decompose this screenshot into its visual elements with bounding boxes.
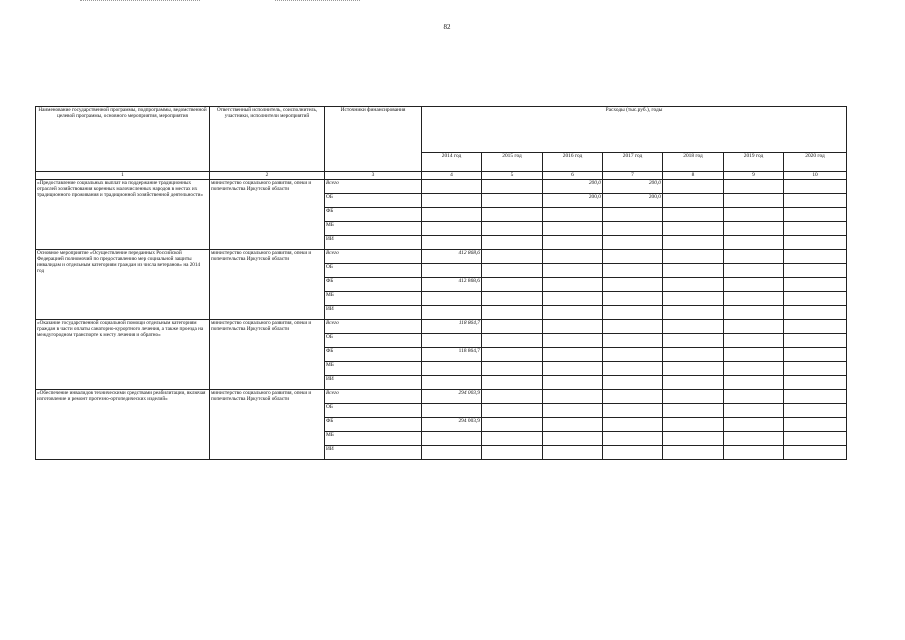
expense-value-cell	[724, 236, 784, 250]
expense-value-cell	[663, 236, 724, 250]
expense-value-cell	[724, 446, 784, 460]
table-row	[36, 180, 847, 194]
expense-value-cell	[663, 208, 724, 222]
expense-value-cell	[603, 250, 663, 264]
expense-value-cell	[422, 306, 482, 320]
funding-source-cell: ОБ	[325, 404, 422, 418]
scan-edge-mark	[275, 0, 360, 4]
expense-value-cell	[482, 376, 543, 390]
expense-value-cell	[663, 376, 724, 390]
table-row	[36, 390, 847, 404]
expense-value-cell	[422, 194, 482, 208]
executor-cell: министерство социального развития, опеки и попечительства Иркутской области	[210, 250, 325, 320]
expense-value-cell	[422, 446, 482, 460]
expense-value-cell	[724, 250, 784, 264]
expense-value-cell	[482, 306, 543, 320]
expense-value-cell	[482, 362, 543, 376]
expense-value-cell	[724, 306, 784, 320]
column-number: 5	[482, 172, 543, 180]
expense-value-cell	[663, 320, 724, 334]
funding-source-cell: ФБ	[325, 278, 422, 292]
expense-value-cell	[543, 390, 603, 404]
expense-value-cell	[724, 208, 784, 222]
expense-value-cell	[543, 376, 603, 390]
expense-value-cell	[543, 306, 603, 320]
expense-value-cell	[663, 194, 724, 208]
expense-value-cell	[663, 418, 724, 432]
funding-source-cell: ФБ	[325, 208, 422, 222]
expense-value-cell	[543, 250, 603, 264]
expense-value-cell	[784, 446, 847, 460]
funding-source-cell: МБ	[325, 362, 422, 376]
funding-source-cell: ФБ	[325, 418, 422, 432]
expense-value-cell	[603, 404, 663, 418]
header-year: 2014 год	[422, 153, 482, 172]
expense-value-cell	[603, 222, 663, 236]
expense-value-cell	[603, 348, 663, 362]
expense-value-cell	[784, 278, 847, 292]
expense-value-cell	[422, 376, 482, 390]
expense-value-cell	[482, 432, 543, 446]
expense-value-cell	[724, 432, 784, 446]
expense-value-cell	[422, 432, 482, 446]
expense-value-cell	[603, 292, 663, 306]
expense-value-cell	[663, 390, 724, 404]
expense-value-cell	[482, 292, 543, 306]
column-number: 10	[784, 172, 847, 180]
expense-value-cell	[784, 320, 847, 334]
expense-value-cell	[784, 250, 847, 264]
expense-value-cell: 118 864,7	[422, 320, 482, 334]
expense-value-cell	[482, 348, 543, 362]
expense-value-cell	[543, 208, 603, 222]
funding-source-cell: МБ	[325, 432, 422, 446]
expense-value-cell	[482, 264, 543, 278]
expense-value-cell	[543, 236, 603, 250]
funding-source-cell: ФБ	[325, 348, 422, 362]
expense-value-cell	[422, 264, 482, 278]
expense-value-cell	[603, 334, 663, 348]
expense-value-cell	[422, 362, 482, 376]
expense-value-cell	[784, 222, 847, 236]
funding-source-cell: МБ	[325, 292, 422, 306]
expense-value-cell	[724, 334, 784, 348]
program-name-cell: Основное мероприятие «Осуществление переданных Российской Федерацией полномочий по предоставлению мер социальной защиты инвалидам и отдельным категориям граждан из числа ветеранов» на 2014 год	[36, 250, 210, 320]
expense-value-cell	[724, 180, 784, 194]
expense-value-cell	[784, 432, 847, 446]
expense-value-cell	[784, 194, 847, 208]
expense-value-cell	[784, 292, 847, 306]
expense-value-cell: 200,0	[543, 194, 603, 208]
expense-value-cell	[543, 222, 603, 236]
funding-source-cell: ОБ	[325, 194, 422, 208]
expense-value-cell	[784, 264, 847, 278]
executor-cell: министерство социального развития, опеки и попечительства Иркутской области	[210, 390, 325, 460]
expense-value-cell	[663, 404, 724, 418]
header-year: 2018 год	[663, 153, 724, 172]
expense-value-cell	[724, 348, 784, 362]
expense-value-cell	[784, 376, 847, 390]
executor-cell: министерство социального развития, опеки и попечительства Иркутской области	[210, 180, 325, 250]
expense-value-cell: 294 003,9	[422, 390, 482, 404]
column-number: 7	[603, 172, 663, 180]
expense-value-cell: 200,0	[603, 180, 663, 194]
expense-value-cell	[724, 264, 784, 278]
expense-value-cell: 200,0	[603, 194, 663, 208]
expense-value-cell	[482, 180, 543, 194]
column-number: 4	[422, 172, 482, 180]
expense-value-cell	[663, 250, 724, 264]
expense-value-cell	[603, 264, 663, 278]
header-executor: Ответственный исполнитель, соисполнитель, участники, исполнители мероприятий	[210, 107, 325, 172]
expense-value-cell	[724, 222, 784, 236]
expense-value-cell	[603, 390, 663, 404]
expense-value-cell	[543, 418, 603, 432]
expense-value-cell	[663, 348, 724, 362]
expense-value-cell	[784, 180, 847, 194]
column-number: 9	[724, 172, 784, 180]
expense-value-cell	[482, 404, 543, 418]
expense-value-cell	[663, 180, 724, 194]
expense-value-cell	[784, 362, 847, 376]
program-name-cell: «Обеспечение инвалидов техническими средствами реабилитации, включая изготовление и ремонт протезно-ортопедических изделий»	[36, 390, 210, 460]
header-year: 2016 год	[543, 153, 603, 172]
expense-value-cell	[543, 292, 603, 306]
expense-value-cell	[482, 194, 543, 208]
expense-value-cell	[603, 208, 663, 222]
funding-source-cell: ИИ	[325, 306, 422, 320]
expense-value-cell	[724, 278, 784, 292]
expense-value-cell	[482, 320, 543, 334]
expense-value-cell	[543, 404, 603, 418]
column-number: 8	[663, 172, 724, 180]
expense-value-cell	[663, 334, 724, 348]
expense-value-cell	[663, 432, 724, 446]
column-number: 1	[36, 172, 210, 180]
expense-value-cell	[784, 390, 847, 404]
expense-value-cell	[482, 446, 543, 460]
page-number: 82	[443, 23, 451, 31]
expense-value-cell: 118 864,7	[422, 348, 482, 362]
expense-value-cell	[482, 390, 543, 404]
expense-value-cell	[663, 264, 724, 278]
expense-value-cell	[663, 278, 724, 292]
expense-value-cell	[543, 264, 603, 278]
header-expenses: Расходы (тыс.руб.), годы	[422, 107, 847, 153]
financing-table	[35, 106, 847, 460]
expense-value-cell	[482, 278, 543, 292]
funding-source-cell: Всего	[325, 180, 422, 194]
expense-value-cell	[543, 320, 603, 334]
expense-value-cell	[422, 180, 482, 194]
expense-value-cell	[482, 236, 543, 250]
funding-source-cell: Всего	[325, 390, 422, 404]
expense-value-cell	[724, 418, 784, 432]
expense-value-cell	[784, 404, 847, 418]
expense-value-cell	[724, 292, 784, 306]
funding-source-cell: МБ	[325, 222, 422, 236]
expense-value-cell	[603, 236, 663, 250]
expense-value-cell: 200,0	[543, 180, 603, 194]
header-year: 2019 год	[724, 153, 784, 172]
expense-value-cell	[422, 236, 482, 250]
expense-value-cell	[603, 362, 663, 376]
expense-value-cell	[603, 432, 663, 446]
expense-value-cell	[603, 376, 663, 390]
funding-source-cell: ОБ	[325, 264, 422, 278]
expense-value-cell	[482, 222, 543, 236]
expense-value-cell	[422, 222, 482, 236]
column-number: 2	[210, 172, 325, 180]
expense-value-cell	[784, 418, 847, 432]
expense-value-cell	[724, 404, 784, 418]
expense-value-cell	[663, 306, 724, 320]
expense-value-cell	[543, 278, 603, 292]
expense-value-cell	[482, 418, 543, 432]
funding-source-cell: Всего	[325, 250, 422, 264]
expense-value-cell	[543, 334, 603, 348]
funding-source-cell: Всего	[325, 320, 422, 334]
expense-value-cell	[543, 348, 603, 362]
funding-source-cell: ИИ	[325, 376, 422, 390]
header-funding-source: Источники финансирования	[325, 107, 422, 172]
expense-value-cell	[784, 208, 847, 222]
expense-value-cell	[543, 432, 603, 446]
expense-value-cell	[603, 418, 663, 432]
expense-value-cell	[724, 376, 784, 390]
expense-value-cell	[663, 222, 724, 236]
expense-value-cell	[663, 292, 724, 306]
expense-value-cell	[724, 194, 784, 208]
expense-value-cell	[422, 404, 482, 418]
expense-value-cell	[422, 292, 482, 306]
expense-value-cell	[784, 306, 847, 320]
expense-value-cell	[724, 320, 784, 334]
funding-source-cell: ИИ	[325, 236, 422, 250]
expense-value-cell	[603, 306, 663, 320]
scan-edge-mark	[80, 0, 200, 4]
expense-value-cell	[482, 334, 543, 348]
expense-value-cell	[784, 236, 847, 250]
executor-cell: министерство социального развития, опеки и попечительства Иркутской области	[210, 320, 325, 390]
expense-value-cell	[422, 208, 482, 222]
expense-value-cell	[784, 334, 847, 348]
expense-value-cell	[543, 362, 603, 376]
table-row	[36, 320, 847, 334]
column-number: 6	[543, 172, 603, 180]
header-year: 2015 год	[482, 153, 543, 172]
expense-value-cell	[724, 390, 784, 404]
program-name-cell: «Предоставление социальных выплат на поддержание традиционных отраслей хозяйствования коренных малочисленных народов в местах их традиционного проживания и традиционной хозяйственной деятельности»	[36, 180, 210, 250]
expense-value-cell	[543, 446, 603, 460]
expense-value-cell: 294 003,9	[422, 418, 482, 432]
header-year: 2020 год	[784, 153, 847, 172]
expense-value-cell	[482, 208, 543, 222]
header-program-name: Наименование государственной программы, подпрограммы, ведомственной целевой программы, основного мероприятия, мероприятия	[36, 107, 210, 172]
column-number: 3	[325, 172, 422, 180]
expense-value-cell	[482, 250, 543, 264]
expense-value-cell: 412 868,6	[422, 278, 482, 292]
program-name-cell: «Оказание государственной социальной помощи отдельным категориям граждан в части оплаты санаторно-курортного лечения, а также проезда на междугородном транспорте к месту лечения и обратно»	[36, 320, 210, 390]
funding-source-cell: ИИ	[325, 446, 422, 460]
expense-value-cell	[603, 446, 663, 460]
expense-value-cell	[422, 334, 482, 348]
expense-value-cell	[603, 278, 663, 292]
funding-source-cell: ОБ	[325, 334, 422, 348]
expense-value-cell	[663, 362, 724, 376]
header-year: 2017 год	[603, 153, 663, 172]
expense-value-cell: 412 868,6	[422, 250, 482, 264]
expense-value-cell	[784, 348, 847, 362]
expense-value-cell	[603, 320, 663, 334]
expense-value-cell	[663, 446, 724, 460]
expense-value-cell	[724, 362, 784, 376]
table-row	[36, 250, 847, 264]
